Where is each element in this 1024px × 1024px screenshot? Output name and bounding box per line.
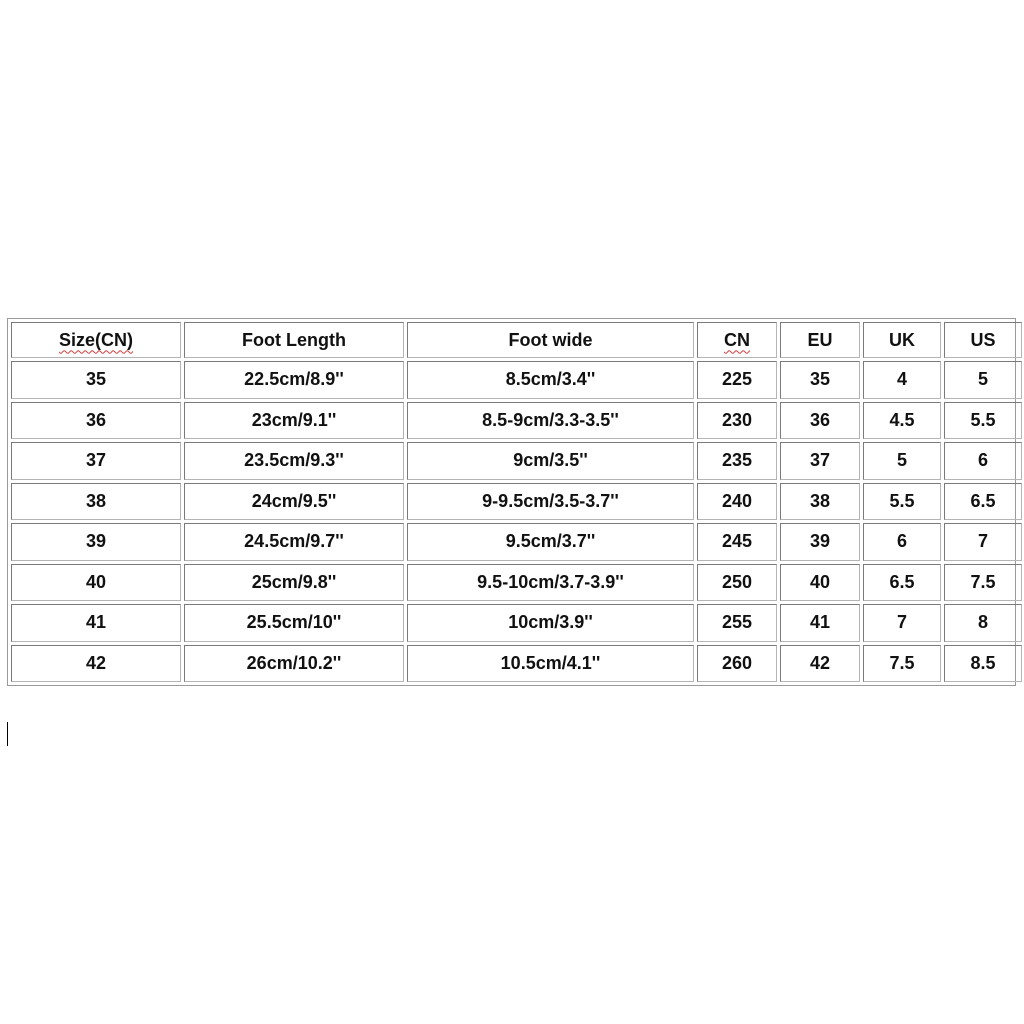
cell-cn: 255: [697, 604, 777, 642]
cell-size-cn: 36: [11, 402, 181, 440]
cell-size-cn: 37: [11, 442, 181, 480]
cell-eu: 41: [780, 604, 860, 642]
table-row: [11, 645, 1022, 683]
table-row: [11, 564, 1022, 602]
cell-us: 6.5: [944, 483, 1022, 521]
cell-foot-wide: 10cm/3.9'': [407, 604, 694, 642]
cell-cn: 230: [697, 402, 777, 440]
header-size-cn: [11, 322, 181, 358]
cell-foot-length: 25.5cm/10'': [184, 604, 404, 642]
cell-foot-length: 24.5cm/9.7'': [184, 523, 404, 561]
cell-uk: 6: [863, 523, 941, 561]
cell-cn: 240: [697, 483, 777, 521]
cell-eu: 37: [780, 442, 860, 480]
header-us: US: [944, 322, 1022, 358]
header-eu: EU: [780, 322, 860, 358]
table-row: [11, 442, 1022, 480]
cell-us: 8.5: [944, 645, 1022, 683]
header-foot-length: Foot Length: [184, 322, 404, 358]
table-row: [11, 483, 1022, 521]
cell-eu: 39: [780, 523, 860, 561]
cell-foot-wide: 10.5cm/4.1'': [407, 645, 694, 683]
header-cn-label: CN: [724, 329, 750, 350]
cell-eu: 36: [780, 402, 860, 440]
header-row: [11, 322, 1022, 358]
text-cursor: [7, 722, 8, 746]
header-uk: UK: [863, 322, 941, 358]
cell-foot-length: 26cm/10.2'': [184, 645, 404, 683]
cell-us: 8: [944, 604, 1022, 642]
cell-foot-wide: 9cm/3.5'': [407, 442, 694, 480]
cell-uk: 5: [863, 442, 941, 480]
cell-foot-length: 23.5cm/9.3'': [184, 442, 404, 480]
cell-size-cn: 41: [11, 604, 181, 642]
cell-us: 7: [944, 523, 1022, 561]
cell-us: 7.5: [944, 564, 1022, 602]
cell-us: 5.5: [944, 402, 1022, 440]
cell-eu: 35: [780, 361, 860, 399]
cell-uk: 6.5: [863, 564, 941, 602]
cell-size-cn: 38: [11, 483, 181, 521]
cell-cn: 225: [697, 361, 777, 399]
size-chart-table: [8, 319, 1024, 685]
cell-uk: 7.5: [863, 645, 941, 683]
cell-size-cn: 35: [11, 361, 181, 399]
cell-eu: 42: [780, 645, 860, 683]
table-row: [11, 361, 1022, 399]
cell-uk: 4: [863, 361, 941, 399]
cell-cn: 250: [697, 564, 777, 602]
cell-size-cn: 40: [11, 564, 181, 602]
table-row: [11, 402, 1022, 440]
cell-eu: 38: [780, 483, 860, 521]
cell-foot-wide: 9.5-10cm/3.7-3.9'': [407, 564, 694, 602]
cell-foot-wide: 8.5-9cm/3.3-3.5'': [407, 402, 694, 440]
header-size-cn-label: Size(CN): [58, 329, 133, 350]
cell-foot-length: 24cm/9.5'': [184, 483, 404, 521]
cell-uk: 5.5: [863, 483, 941, 521]
size-chart: [7, 318, 1016, 686]
table-row: [11, 604, 1022, 642]
cell-foot-wide: 9.5cm/3.7'': [407, 523, 694, 561]
cell-cn: 260: [697, 645, 777, 683]
header-cn: [697, 322, 777, 358]
cell-cn: 245: [697, 523, 777, 561]
cell-uk: 7: [863, 604, 941, 642]
cell-foot-wide: 9-9.5cm/3.5-3.7'': [407, 483, 694, 521]
cell-foot-length: 25cm/9.8'': [184, 564, 404, 602]
cell-size-cn: 42: [11, 645, 181, 683]
cell-size-cn: 39: [11, 523, 181, 561]
cell-foot-length: 23cm/9.1'': [184, 402, 404, 440]
cell-foot-length: 22.5cm/8.9'': [184, 361, 404, 399]
cell-us: 6: [944, 442, 1022, 480]
cell-eu: 40: [780, 564, 860, 602]
cell-uk: 4.5: [863, 402, 941, 440]
table-row: [11, 523, 1022, 561]
cell-us: 5: [944, 361, 1022, 399]
cell-cn: 235: [697, 442, 777, 480]
cell-foot-wide: 8.5cm/3.4'': [407, 361, 694, 399]
header-foot-wide: Foot wide: [407, 322, 694, 358]
